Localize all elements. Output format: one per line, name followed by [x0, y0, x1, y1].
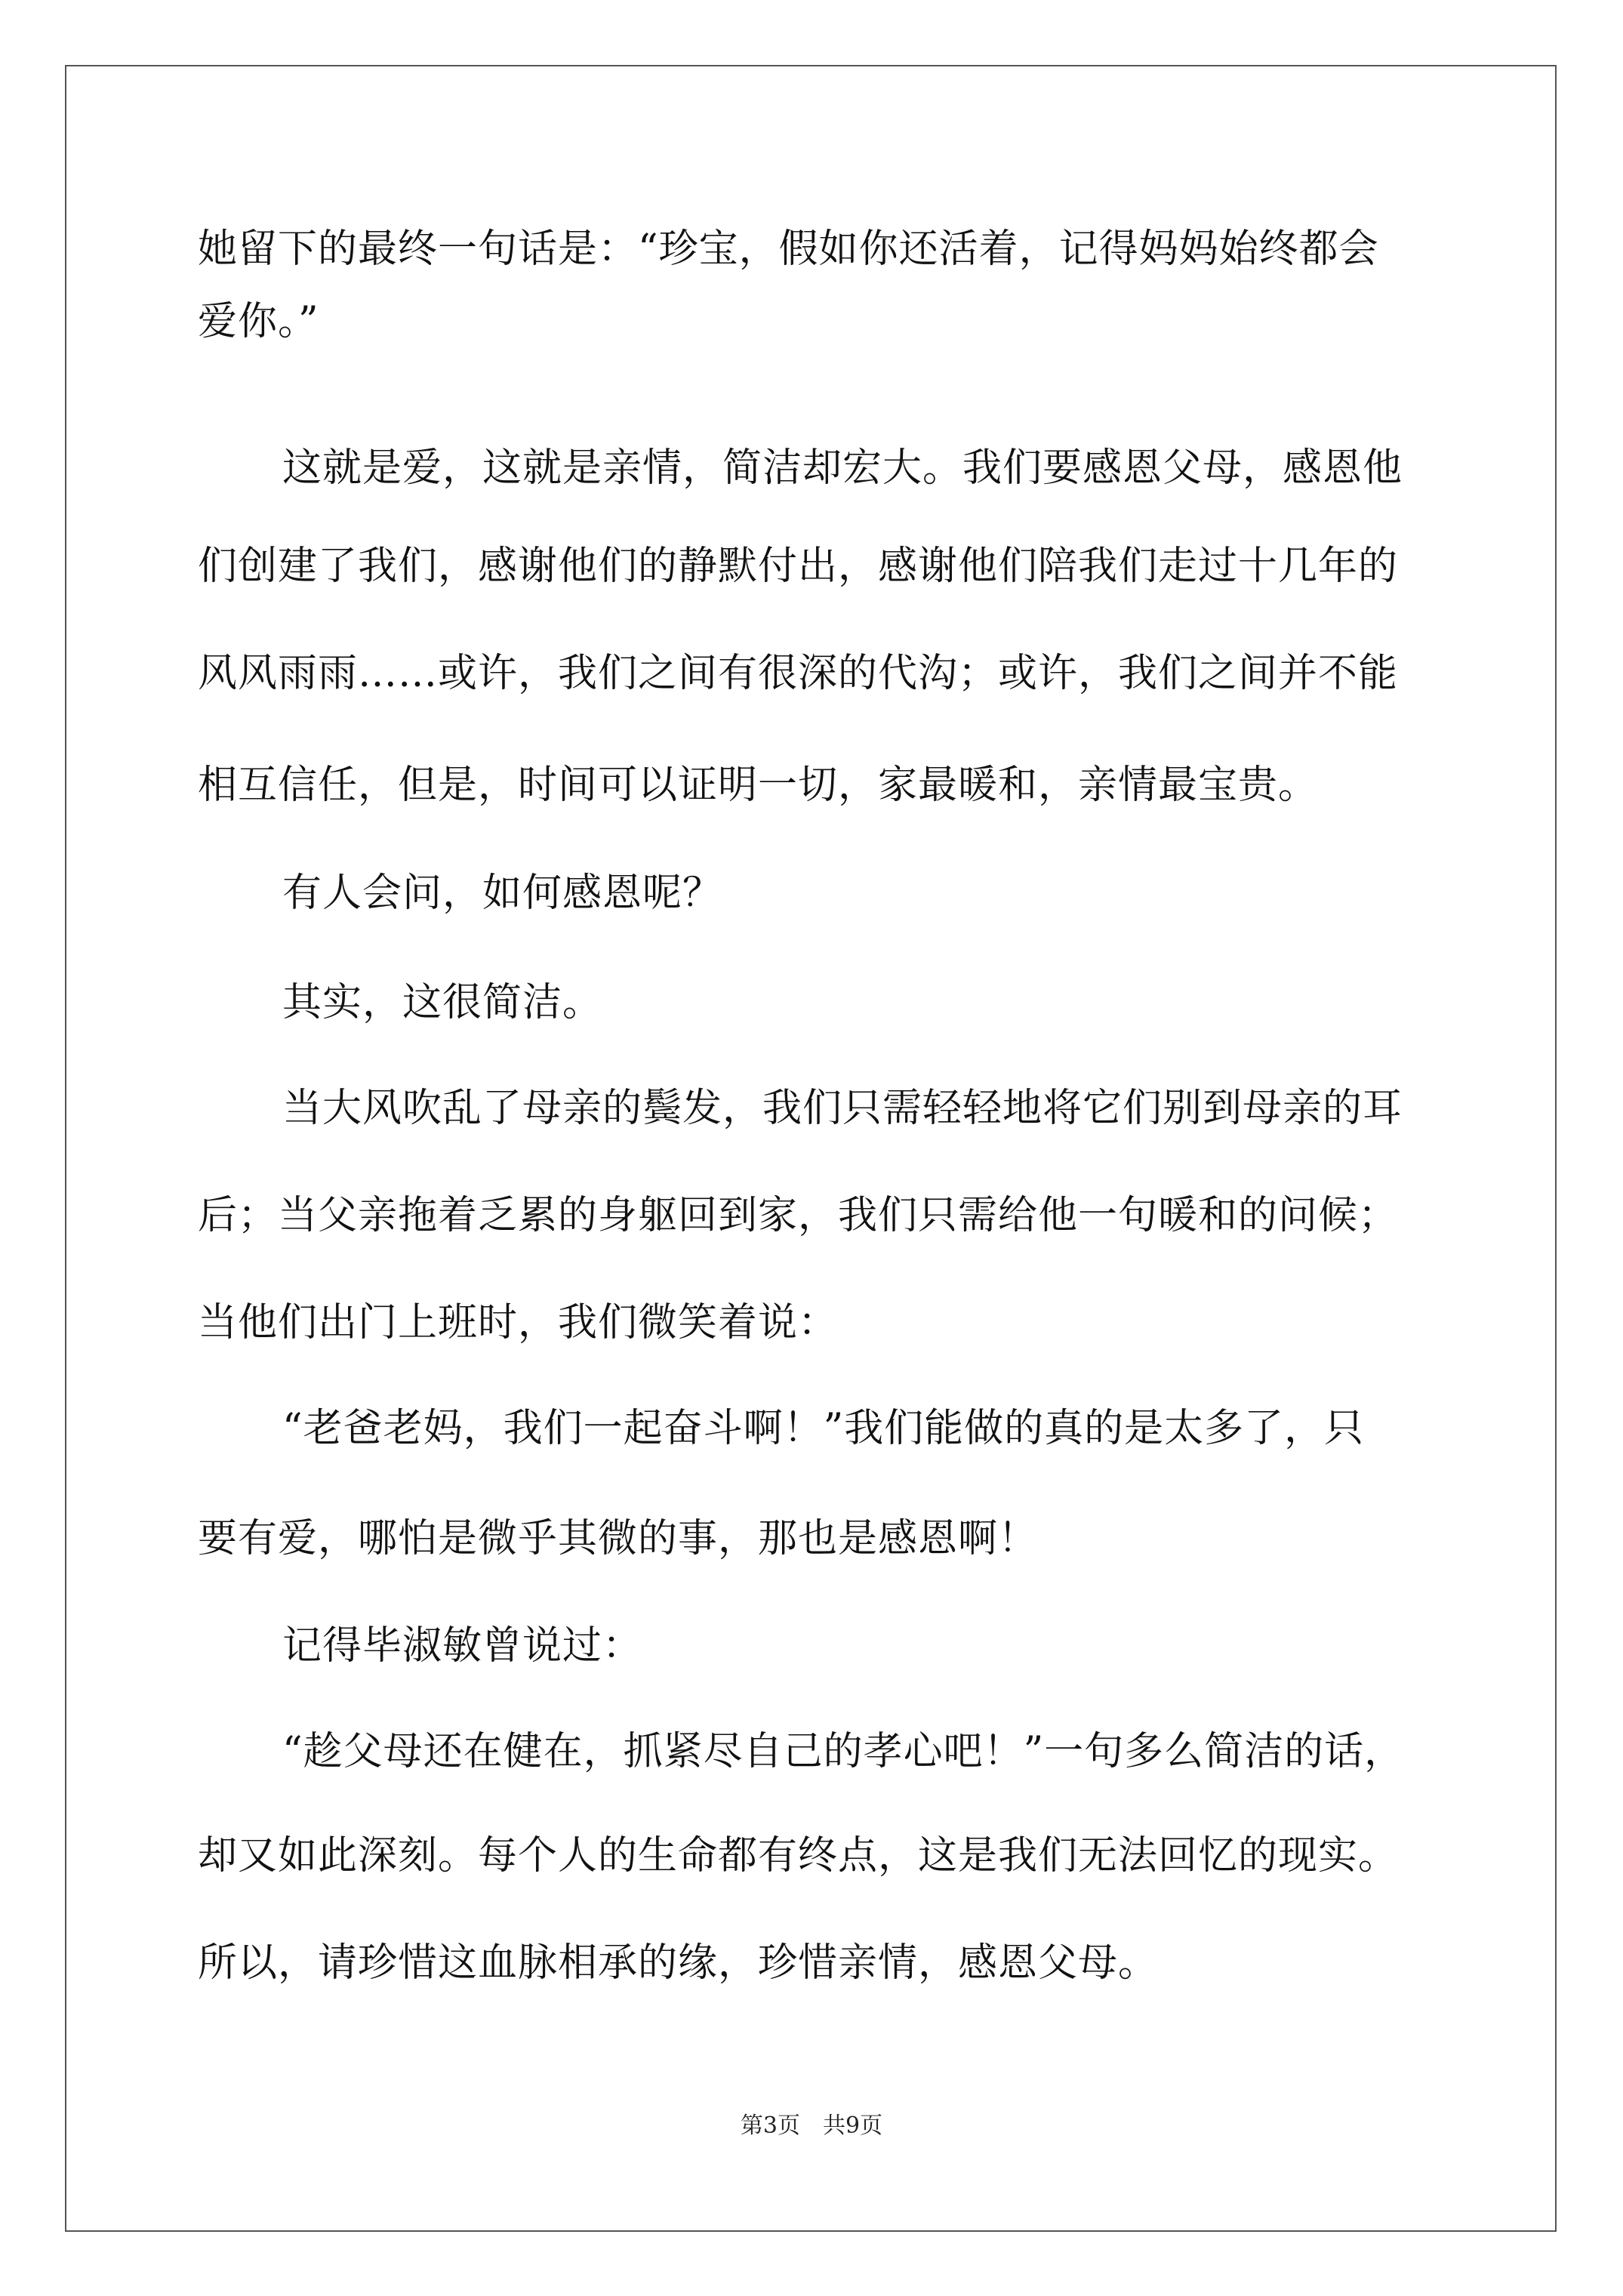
text-line: 要有爱，哪怕是微乎其微的事，那也是感恩啊！	[198, 1516, 1039, 1561]
text-line: 爱你。”	[198, 299, 319, 344]
paragraph-start-line: “趁父母还在健在，抓紧尽自己的孝心吧！”一句多么简洁的话，	[282, 1729, 1405, 1774]
text-line: 风风雨雨……或许，我们之间有很深的代沟；或许，我们之间并不能	[198, 651, 1399, 696]
page-total: 共9页	[823, 2113, 883, 2139]
text-line: 们创建了我们，感谢他们的静默付出，感谢他们陪我们走过十几年的	[198, 544, 1399, 589]
text-line: 相互信任，但是，时间可以证明一切，家最暖和，亲情最宝贵。	[198, 763, 1319, 808]
paragraph-start-line: 有人会问，如何感恩呢？	[282, 871, 723, 916]
paragraph-start-line: 当大风吹乱了母亲的鬓发，我们只需轻轻地将它们别到母亲的耳	[282, 1086, 1403, 1131]
paragraph-start-line: 这就是爱，这就是亲情，简洁却宏大。我们要感恩父母，感恩他	[282, 445, 1403, 491]
paragraph-start-line: 记得毕淑敏曾说过：	[282, 1623, 643, 1669]
page-border	[65, 65, 1557, 2232]
paragraph-start-line: 其实，这很简洁。	[282, 980, 603, 1025]
page-footer	[0, 2106, 1623, 2140]
page-number: 第3页	[740, 2113, 800, 2139]
paragraph-start-line: “老爸老妈，我们一起奋斗啊！”我们能做的真的是太多了，只	[282, 1406, 1365, 1451]
text-line: 却又如此深刻。每个人的生命都有终点，这是我们无法回忆的现实。	[198, 1833, 1399, 1878]
text-line: 当他们出门上班时，我们微笑着说：	[198, 1300, 839, 1345]
text-line: 后；当父亲拖着乏累的身躯回到家，我们只需给他一句暖和的问候；	[198, 1193, 1399, 1238]
text-line: 她留下的最终一句话是：“珍宝，假如你还活着，记得妈妈始终都会	[198, 227, 1379, 272]
text-line: 所以，请珍惜这血脉相承的缘，珍惜亲情，感恩父母。	[198, 1940, 1159, 1986]
